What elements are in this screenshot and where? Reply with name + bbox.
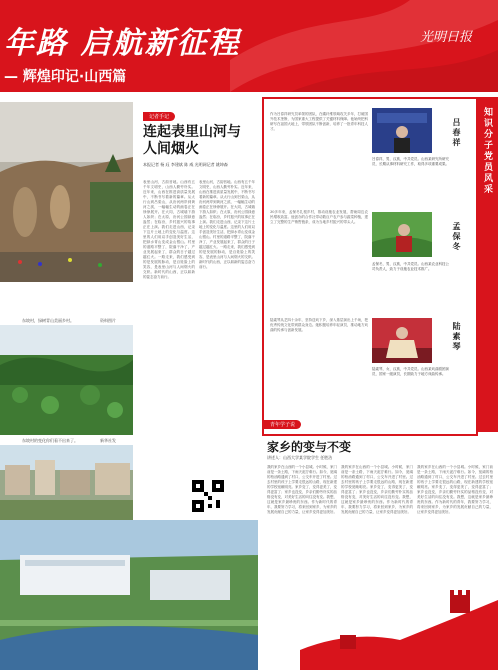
article-body-col2: 表里山河，古韵晋地。山西有五千年文明史，山西人勤劳朴实。近年来，山西在推进高质量发展中，不断书写着新的篇章。从太行山到吕梁山，从汾河两岸到黄河之滨，一幅幅生动的画卷正在徐徐展开。在大同，古城墙下游人如织；在太原，汾河公园绿意盎然；在临汾，乡村振兴的故事正在上演。我们走进山西，记录下这片土地上的变化与温度。这里的人们用双手创造美好生活，把绿水青山变成金山银山。村里的道路平整了，院落干净了，产业发展起来了，群众的日子越过越红火。一路走来，我们感受到的是发展的脉动，是百姓脸上的笑容，是表里山河与人间烟火的交织。新时代的山西，正以崭新的姿态奋力前行。 <box>199 180 255 269</box>
bottom-article-col2: 我的家乡在山西的一个小县城。小时候，家门前是一条土路，下雨天泥泞难行。如今，宽阔的柏油路通到了村口，公交车开进了村里。过去村里的孩子上学要走很远的山路，现在新建的学校宽敞明亮。家乡变了，变得更美了，变得更富了；家乡也没变，乡亲们勤劳朴实的品格没有变，对美好生活的向往没有变。我想，这就是家乡最珍贵的东西。作为新时代的青年，我要努力学习，将来回到家乡，为家乡的发展贡献自己的力量，让家乡变得更加美好。 <box>341 465 413 514</box>
profile2-name: 孟保冬 <box>452 222 462 252</box>
qr-code[interactable] <box>192 480 224 512</box>
town-photo <box>0 445 133 520</box>
photo3-credit: 新华社发 <box>100 438 116 443</box>
profile2-photo <box>372 212 432 257</box>
photo2-credit: 资料图片 <box>100 318 116 323</box>
profile2-caption: 孟保冬，男，汉族，中共党员。山西某农业科技公司负责人，致力于设施农业技术推广。 <box>372 262 449 271</box>
page-banner <box>0 0 498 92</box>
article-byline: 本报记者 杨 珏 李建斌 陈 威 光明网记者 姚坤森 <box>143 162 228 167</box>
great-wall-decoration <box>300 590 498 670</box>
profile2-text: 30多年来，孟保冬扎根乡村，推动设施农业发展，帮助周边农民增收致富。他创办的合作社带动数百户农户参与蔬菜种植，建立了完整的生产销售链条，成为当地乡村振兴的带头人。 <box>270 210 368 224</box>
profile3-text: 陆素琴从艺四十余年，坚持送戏下乡，深入基层演出上千场，把优秀传统文化带到群众身边。她积极培养年轻演员，推动地方戏曲的传承与创新发展。 <box>270 318 368 332</box>
bottom-article-tag: 青年学子说 <box>264 420 301 429</box>
banner-title: 年路 启航新征程 <box>4 26 241 61</box>
profiles-side-strip <box>476 97 498 432</box>
bottom-article-col1: 我的家乡在山西的一个小县城。小时候，家门前是一条土路，下雨天泥泞难行。如今，宽阔的柏油路通到了村口，公交车开进了村里。过去村里的孩子上学要走很远的山路，现在新建的学校宽敞明亮。家乡变了，变得更美了，变得更富了；家乡也没变，乡亲们勤劳朴实的品格没有变，对美好生活的向往没有变。我想，这就是家乡最珍贵的东西。作为新时代的青年，我要努力学习，将来回到家乡，为家乡的发展贡献自己的力量，让家乡变得更加美好。 <box>267 465 337 514</box>
article-tag: 记者手记 <box>143 112 175 121</box>
banner-subtitle: — 辉煌印记·山西篇 <box>4 69 127 85</box>
profile1-photo <box>372 108 432 153</box>
article-body-col1: 表里山河，古韵晋地。山西有五千年文明史，山西人勤劳朴实。近年来，山西在推进高质量发展中，不断书写着新的篇章。从太行山到吕梁山，从汾河两岸到黄河之滨，一幅幅生动的画卷正在徐徐展开。在大同，古城墙下游人如织；在太原，汾河公园绿意盎然；在临汾，乡村振兴的故事正在上演。我们走进山西，记录下这片土地上的变化与温度。这里的人们用双手创造美好生活，把绿水青山变成金山银山。村里的道路平整了，院落干净了，产业发展起来了，群众的日子越过越红火。一路走来，我们感受到的是发展的脉动，是百姓脸上的笑容，是表里山河与人间烟火的交织。新时代的山西，正以崭新的姿态奋力前行。 <box>143 180 195 279</box>
profile1-text: 作为吕春祥研究员率领的团队，在碳纤维领域攻关多年，打破国外技术垄断，为国家重大工程提供了关键材料保障。他始终把科研写在祖国大地上，带领团队不断创新，培养了一批青年科技人才。 <box>270 112 368 131</box>
masthead: 光明日报 <box>420 30 473 45</box>
photo3-caption: 东坡村的变化你们看不出来了。 <box>22 438 78 443</box>
aerial-city-photo <box>0 520 258 670</box>
profile3-photo <box>372 318 432 363</box>
profile3-name: 陆素琴 <box>452 322 462 352</box>
photo2-caption: 东坡村，绿树青山美丽乡村。 <box>22 318 74 323</box>
profiles-side-label: 知识分子党员风采 <box>482 107 492 195</box>
bottom-article-byline: 讲述人：山西大学某学院学生 任胜洁 <box>267 455 333 460</box>
green-village-photo <box>0 325 133 435</box>
bottom-article-title: 家乡的变与不变 <box>267 440 352 454</box>
profile1-name: 吕春祥 <box>452 118 462 148</box>
article-title: 连起表里山河与人间烟火 <box>143 124 241 157</box>
grotto-photo <box>0 102 133 282</box>
profile3-caption: 陆素琴，女，汉族，中共党员。山西某戏曲剧团演员，国家一级演员，长期致力于地方戏曲传承。 <box>372 367 449 376</box>
banner-decoration <box>230 0 498 92</box>
bottom-article-col3: 我的家乡在山西的一个小县城。小时候，家门前是一条土路，下雨天泥泞难行。如今，宽阔的柏油路通到了村口，公交车开进了村里。过去村里的孩子上学要走很远的山路，现在新建的学校宽敞明亮。家乡变了，变得更美了，变得更富了；家乡也没变，乡亲们勤劳朴实的品格没有变，对美好生活的向往没有变。我想，这就是家乡最珍贵的东西。作为新时代的青年，我要努力学习，将来回到家乡，为家乡的发展贡献自己的力量，让家乡变得更加美好。 <box>417 465 493 514</box>
profile1-caption: 吕春祥，男，汉族，中共党员。山西某研究所研究员，长期从事材料研究工作，取得多项重要成果。 <box>372 157 449 166</box>
